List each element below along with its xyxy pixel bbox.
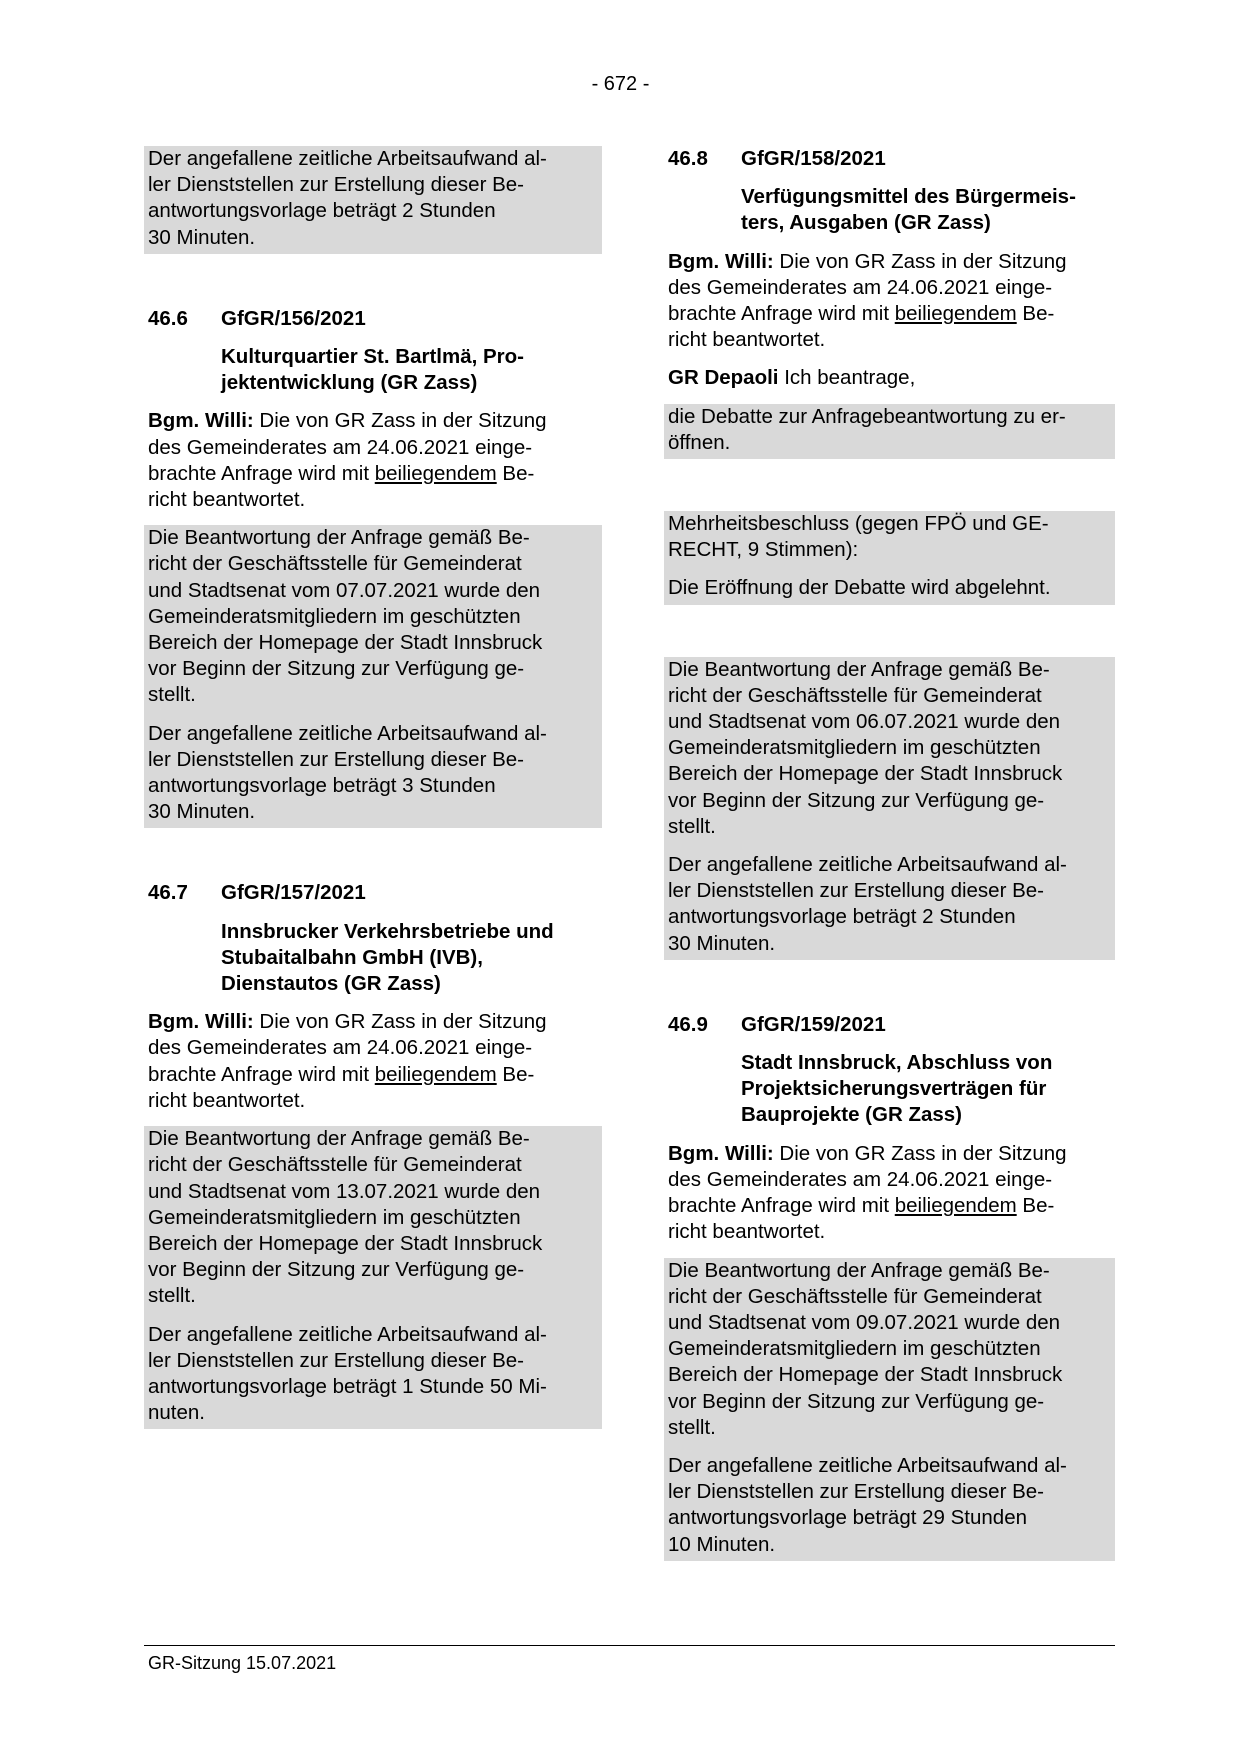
statement-text: Be- [496,1062,535,1086]
footer-divider [144,1645,1115,1646]
text-line: vor Beginn der Sitzung zur Verfügung ge- [668,1389,1045,1413]
statement-text: Die von GR Zass in der Sitzung [253,1010,547,1034]
page-number: - 672 - [591,73,650,95]
text-line: ler Dienststellen zur Erstellung dieser Be- [668,879,1044,903]
answer-note [664,657,1115,852]
section-subject [144,344,602,396]
effort-note [144,721,602,829]
statement-text: Die von GR Zass in der Sitzung [773,249,1067,273]
speaker-label: Bgm. Willi: [148,409,254,433]
statement-text: brachte Anfrage wird mit [668,1194,895,1218]
attachment-link[interactable]: beiliegendem [894,1194,1017,1218]
statement-text: Be- [1016,1194,1055,1218]
text-line: RECHT, 9 Stimmen): [668,538,859,562]
text-line: antwortungsvorlage beträgt 1 Stunde 50 Mi- [148,1374,547,1398]
text-line: Der angefallene zeitliche Arbeitsaufwand al- [668,853,1067,877]
text-line: Der angefallene zeitliche Arbeitsaufwand al- [148,147,547,170]
motion-statement [664,365,1115,391]
speaker-label: GR Depaoli [668,366,779,390]
answer-note [664,1258,1115,1453]
text-line: richt der Geschäftsstelle für Gemeinderat [668,1284,1042,1308]
text-line: Projektsicherungsverträgen für [741,1077,1047,1101]
text-line: Bauprojekte (GR Zass) [741,1103,962,1127]
section-number: 46.9 [668,1012,708,1036]
text-line: öffnen. [668,430,731,454]
effort-note [664,1453,1115,1561]
statement-text: des Gemeinderates am 24.06.2021 einge- [668,275,1053,299]
text-line: antwortungsvorlage beträgt 2 Stunden [148,199,496,223]
section-heading-46-9 [664,1012,1115,1038]
text-line: Der angefallene zeitliche Arbeitsaufwand al- [148,1322,547,1346]
footer-text: GR-Sitzung 15.07.2021 [148,1653,337,1673]
text-line: Gemeinderatsmitgliedern im geschützten [148,604,521,628]
text-line: Mehrheitsbeschluss (gegen FPÖ und GE- [668,512,1049,536]
text-line: richt der Geschäftsstelle für Gemeinderat [668,683,1042,707]
text-line: stellt. [148,1284,196,1308]
text-line: 30 Minuten. [148,225,256,249]
text-line: vor Beginn der Sitzung zur Verfügung ge- [668,788,1045,812]
effort-note [144,1322,602,1430]
effort-note [664,852,1115,960]
attachment-link[interactable]: beiliegendem [374,1062,497,1086]
statement-text: richt beantwortet. [148,488,306,512]
section-code: GfGR/156/2021 [221,306,366,330]
text-line: und Stadtsenat vom 09.07.2021 wurde den [668,1310,1061,1334]
text-line: ler Dienststellen zur Erstellung dieser Be- [148,1348,524,1372]
answer-note [144,525,602,720]
text-line: Gemeinderatsmitgliedern im geschützten [668,736,1041,760]
section-code: GfGR/159/2021 [741,1012,886,1036]
text-line: Gemeinderatsmitgliedern im geschützten [668,1337,1041,1361]
vote-result: Die Eröffnung der Debatte wird abgelehnt. [668,576,1051,600]
text-line: Innsbrucker Verkehrsbetriebe und [221,919,554,943]
text-line: Bereich der Homepage der Stadt Innsbruck [668,1363,1063,1387]
text-line: 30 Minuten. [668,931,776,955]
text-line: stellt. [668,814,716,838]
vote-note [664,511,1115,575]
statement-text: richt beantwortet. [668,328,826,352]
section-number: 46.7 [148,881,188,905]
text-line: Stadt Innsbruck, Abschluss von [741,1051,1053,1075]
statement-text: brachte Anfrage wird mit [148,1062,375,1086]
text-line: antwortungsvorlage beträgt 29 Stunden [668,1506,1028,1530]
text-line: Bereich der Homepage der Stadt Innsbruck [148,1231,543,1255]
section-heading-46-7 [144,880,602,906]
vote-block [664,511,1115,605]
statement-text: brachte Anfrage wird mit [668,302,895,326]
text-line: richt der Geschäftsstelle für Gemeinderat [148,1153,522,1177]
text-line: ler Dienststellen zur Erstellung dieser Be- [148,173,524,197]
section-heading-46-8 [664,146,1115,172]
text-line: Die Beantwortung der Anfrage gemäß Be- [668,1258,1050,1282]
statement-text: des Gemeinderates am 24.06.2021 einge- [148,435,533,459]
text-line: Die Beantwortung der Anfrage gemäß Be- [668,657,1050,681]
motion-block [664,404,1115,459]
statement-text: des Gemeinderates am 24.06.2021 einge- [668,1167,1053,1191]
text-line: ler Dienststellen zur Erstellung dieser Be- [668,1480,1044,1504]
answer-note [144,1126,602,1321]
section-code: GfGR/157/2021 [221,881,366,905]
mayor-statement [144,1009,602,1114]
statement-text: Be- [496,461,535,485]
text-line: richt der Geschäftsstelle für Gemeinderat [148,552,522,576]
text-line: Dienstautos (GR Zass) [221,972,441,996]
speaker-label: Bgm. Willi: [668,249,774,273]
statement-text: Die von GR Zass in der Sitzung [773,1141,1067,1165]
text-line: jektentwicklung (GR Zass) [221,371,478,395]
text-line: 10 Minuten. [668,1532,776,1556]
text-line: Stubaitalbahn GmbH (IVB), [221,945,483,969]
speaker-label: Bgm. Willi: [148,1010,254,1034]
attachment-link[interactable]: beiliegendem [374,461,497,485]
attachment-link[interactable]: beiliegendem [894,302,1017,326]
effort-note [144,146,602,254]
text-line: Die Beantwortung der Anfrage gemäß Be- [148,1127,530,1151]
text-line: Bereich der Homepage der Stadt Innsbruck [148,631,543,655]
text-line: und Stadtsenat vom 13.07.2021 wurde den [148,1179,541,1203]
text-line: 30 Minuten. [148,800,256,824]
mayor-statement [664,249,1115,354]
section-number: 46.8 [668,147,708,170]
mayor-statement [664,1141,1115,1246]
text-line: Bereich der Homepage der Stadt Innsbruck [668,762,1063,786]
statement-text: richt beantwortet. [668,1220,826,1244]
text-line: und Stadtsenat vom 07.07.2021 wurde den [148,578,541,602]
text-line: und Stadtsenat vom 06.07.2021 wurde den [668,710,1061,734]
text-line: ters, Ausgaben (GR Zass) [741,211,991,235]
text-line: Verfügungsmittel des Bürgermeis- [741,185,1076,209]
statement-text: Be- [1016,302,1055,326]
text-line: ler Dienststellen zur Erstellung dieser Be- [148,747,524,771]
answer-block [144,525,602,828]
text-line: vor Beginn der Sitzung zur Verfügung ge- [148,657,525,681]
section-number: 46.6 [148,306,188,330]
statement-text: Die von GR Zass in der Sitzung [253,409,547,433]
text-line: antwortungsvorlage beträgt 3 Stunden [148,774,496,798]
mayor-statement [144,408,602,513]
text-line: Gemeinderatsmitgliedern im geschützten [148,1205,521,1229]
section-subject [144,919,602,998]
answer-block [664,657,1115,960]
text-line: antwortungsvorlage beträgt 2 Stunden [668,905,1016,929]
statement-text: brachte Anfrage wird mit [148,461,375,485]
section-subject [664,1050,1115,1129]
motion-note [664,404,1115,459]
text-line: Der angefallene zeitliche Arbeitsaufwand al- [148,721,547,745]
section-code: GfGR/158/2021 [741,147,886,170]
section-heading-46-6 [144,306,602,332]
statement-text: des Gemeinderates am 24.06.2021 einge- [148,1036,533,1060]
section-subject [664,184,1115,236]
answer-block [144,1126,602,1429]
text-line: vor Beginn der Sitzung zur Verfügung ge- [148,1258,525,1282]
text-line: die Debatte zur Anfragebeantwortung zu er- [668,404,1066,428]
left-column [144,146,602,1441]
text-line: Der angefallene zeitliche Arbeitsaufwand al- [668,1453,1067,1477]
right-column [664,146,1115,1573]
speaker-label: Bgm. Willi: [668,1141,774,1165]
statement-text: richt beantwortet. [148,1088,306,1112]
text-line: stellt. [668,1415,716,1439]
effort-note-block [144,146,602,254]
text-line: stellt. [148,683,196,707]
text-line: Kulturquartier St. Bartlmä, Pro- [221,345,524,369]
text-line: nuten. [148,1401,205,1425]
answer-block [664,1258,1115,1561]
motion-text: Ich beantrage, [778,366,916,390]
text-line: Die Beantwortung der Anfrage gemäß Be- [148,526,530,550]
